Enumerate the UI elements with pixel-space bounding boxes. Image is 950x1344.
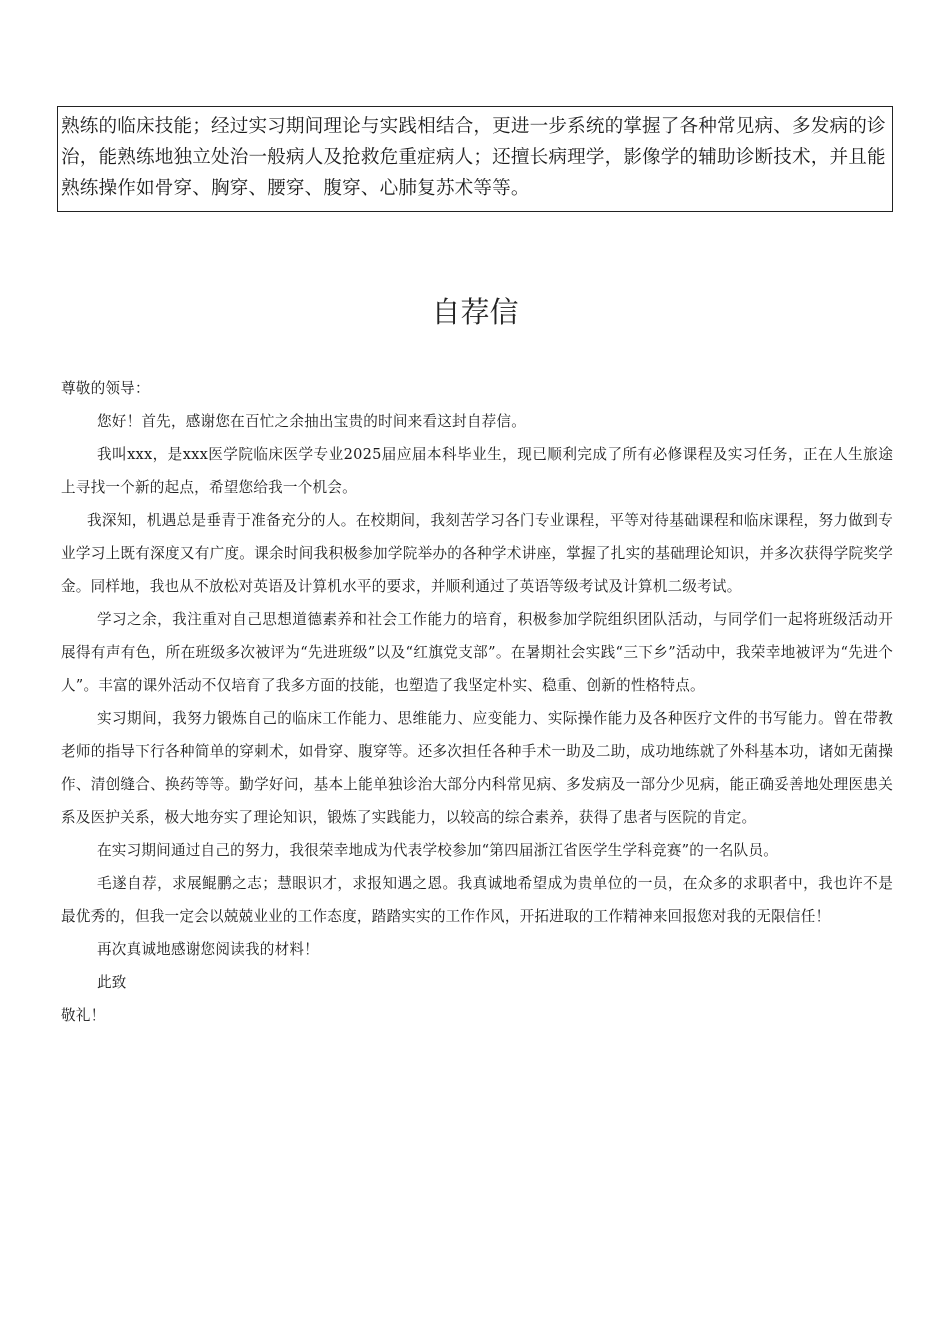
letter-thanks: 再次真诚地感谢您阅读我的材料！ xyxy=(97,941,319,958)
letter-regards: 敬礼！ xyxy=(61,1007,106,1024)
letter-closing: 此致 xyxy=(97,974,127,991)
letter-activities-paragraph: 学习之余，我注重对自己思想道德素养和社会工作能力的培育，积极参加学院组织团队活动，与同学们一起将班级活动开展得有声有色，所在班级多次被评为“先进班级”以及“红旗党支部”。在暑期社会实践“三下乡”活动中，我荣幸地被评为“先进个人”。丰富的课外活动不仅培育了我多方面的技能，也塑造了我坚定朴实、稳重、创新的性格特点。 xyxy=(61,611,893,694)
letter-competition-paragraph: 在实习期间通过自己的努力，我很荣幸地成为代表学校参加“第四届浙江省医学生学科竞赛”的一名队员。 xyxy=(97,842,779,859)
document-title: 自荐信 xyxy=(431,295,519,329)
boxed-skills-paragraph: 熟练的临床技能；经过实习期间理论与实践相结合，更进一步系统的掌握了各种常见病、多发病的诊治，能熟练地独立处治一般病人及抢救危重症病人；还擅长病理学，影像学的辅助诊断技术，并且能熟练操作如骨穿、胸穿、腰穿、腹穿、心肺复苏术等等。 xyxy=(57,106,893,212)
letter-greeting: 您好！首先，感谢您在百忙之余抽出宝贵的时间来看这封自荐信。 xyxy=(97,413,527,430)
letter-body xyxy=(61,372,893,1032)
letter-intro-paragraph: 我叫xxx，是xxx医学院临床医学专业2025届应届本科毕业生，现已顺利完成了所有必修课程及实习任务，正在人生旅途上寻找一个新的起点，希望您给我一个机会。 xyxy=(61,446,893,496)
letter-salutation: 尊敬的领导： xyxy=(61,380,150,397)
letter-internship-paragraph: 实习期间，我努力锻炼自己的临床工作能力、思维能力、应变能力、实际操作能力及各种医疗文件的书写能力。曾在带教老师的指导下行各种简单的穿刺术，如骨穿、腹穿等。还多次担任各种手术一助及二助，成功地练就了外科基本功，诸如无菌操作、清创缝合、换药等等。勤学好问，基本上能单独诊治大部分内科常见病、多发病及一部分少见病，能正确妥善地处理医患关系及医护关系，极大地夯实了理论知识，锻炼了实践能力，以较高的综合素养，获得了患者与医院的肯定。 xyxy=(61,710,893,826)
letter-self-recommend-paragraph: 毛遂自荐，求展鲲鹏之志；慧眼识才，求报知遇之恩。我真诚地希望成为贵单位的一员，在众多的求职者中，我也许不是最优秀的，但我一定会以兢兢业业的工作态度，踏踏实实的工作作风，开拓进取的工作精神来回报您对我的无限信任！ xyxy=(61,875,893,925)
letter-study-paragraph: 我深知，机遇总是垂青于准备充分的人。在校期间，我刻苦学习各门专业课程，平等对待基础课程和临床课程，努力做到专业学习上既有深度又有广度。课余时间我积极参加学院举办的各种学术讲座，掌握了扎实的基础理论知识，并多次获得学院奖学金。同样地，我也从不放松对英语及计算机水平的要求，并顺利通过了英语等级考试及计算机二级考试。 xyxy=(61,512,893,595)
